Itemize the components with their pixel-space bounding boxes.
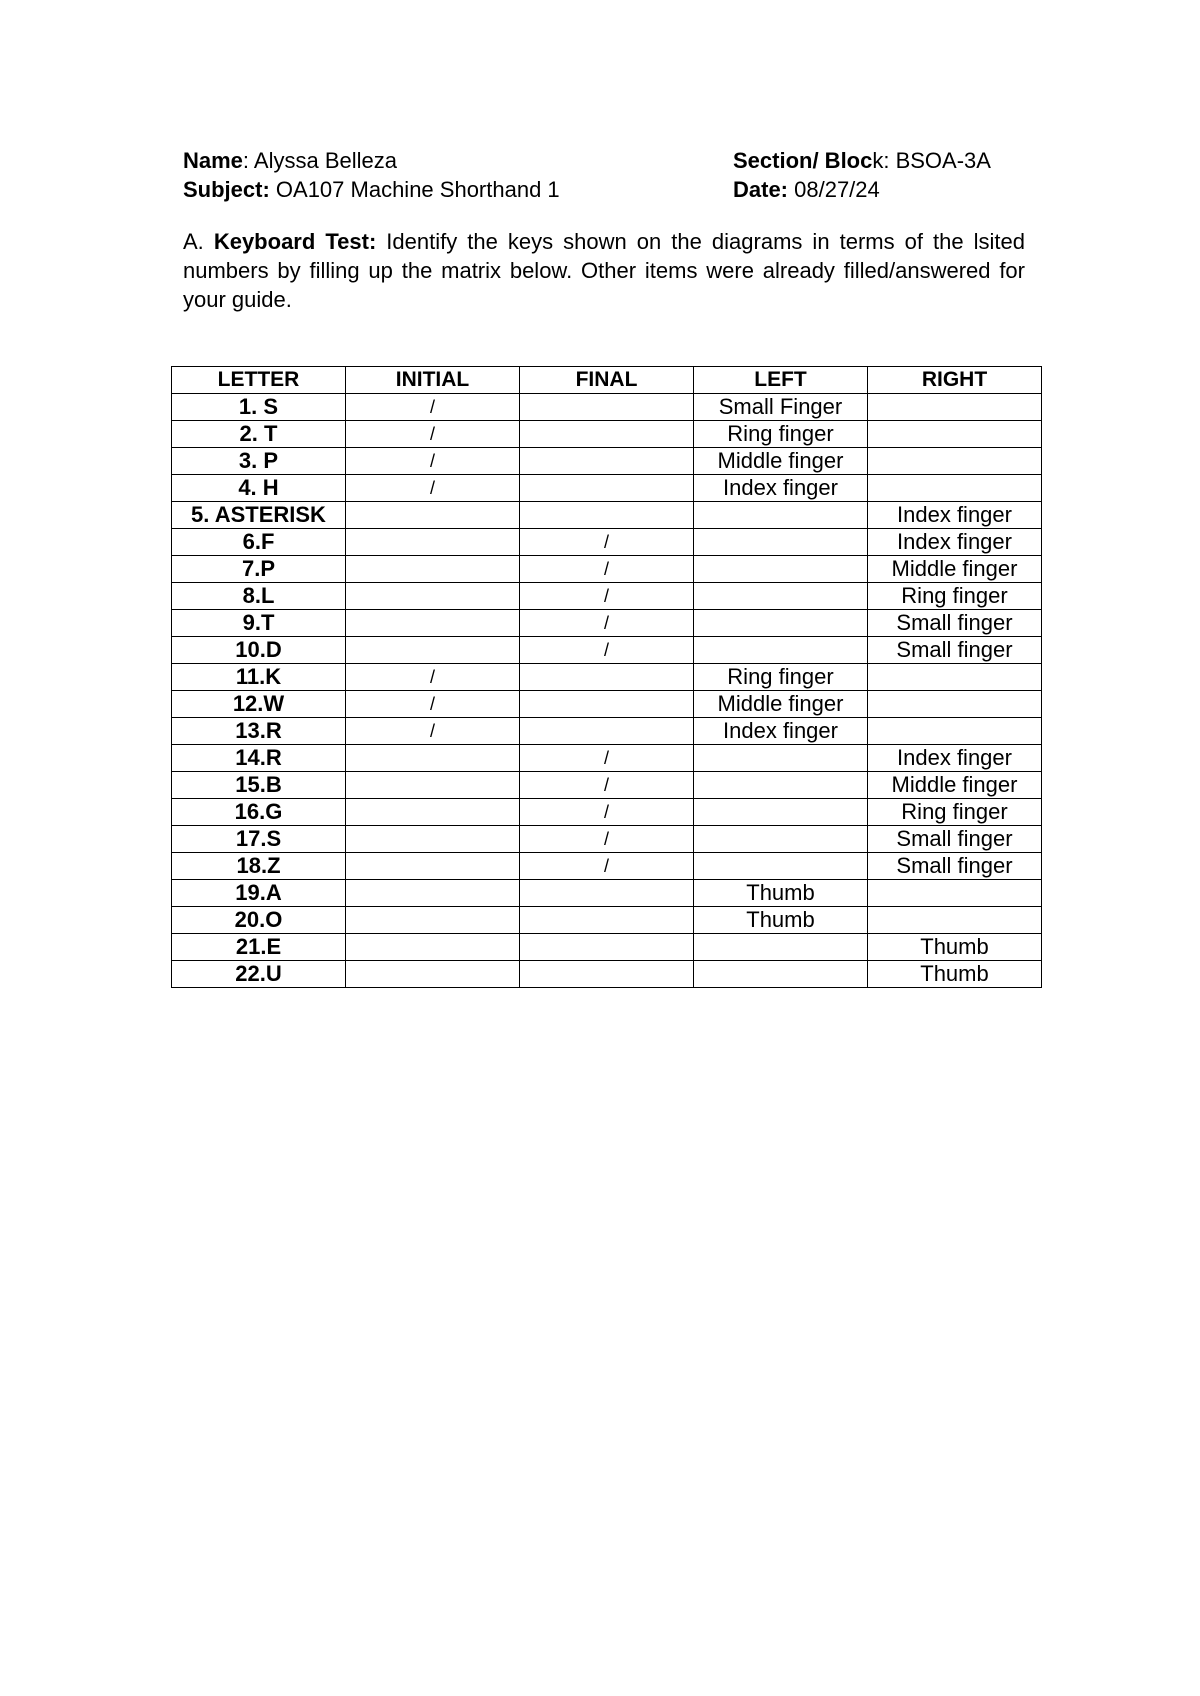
initial-cell [346,853,520,880]
table-row [172,394,1042,421]
right-cell: Index finger [868,745,1042,772]
left-cell: Ring finger [694,664,868,691]
initial-cell [346,556,520,583]
initial-cell [346,745,520,772]
initial-cell: / [346,421,520,448]
letter-cell: 7.P [172,556,346,583]
instructions-prefix: A. [183,229,214,254]
left-cell: Middle finger [694,448,868,475]
initial-cell [346,529,520,556]
left-cell [694,556,868,583]
table-row [172,772,1042,799]
left-cell [694,745,868,772]
initial-cell: / [346,475,520,502]
date-value: 08/27/24 [788,177,880,202]
initial-cell [346,637,520,664]
right-cell [868,475,1042,502]
initial-cell [346,934,520,961]
right-cell: Middle finger [868,772,1042,799]
right-cell: Small finger [868,826,1042,853]
left-cell [694,610,868,637]
column-header-initial: INITIAL [346,367,520,394]
right-cell: Thumb [868,934,1042,961]
section-value: k: BSOA-3A [872,148,991,173]
left-cell: Index finger [694,718,868,745]
initial-cell [346,907,520,934]
letter-cell: 22.U [172,961,346,988]
final-cell: / [520,799,694,826]
initial-cell: / [346,394,520,421]
initial-cell [346,583,520,610]
name-value: : Alyssa Belleza [242,148,397,173]
letter-cell: 9.T [172,610,346,637]
letter-cell: 18.Z [172,853,346,880]
initial-cell [346,502,520,529]
letter-cell: 8.L [172,583,346,610]
student-name [183,146,397,176]
initial-cell: / [346,691,520,718]
right-cell [868,880,1042,907]
table-row [172,745,1042,772]
column-header-right: RIGHT [868,367,1042,394]
right-cell [868,394,1042,421]
final-cell [520,448,694,475]
letter-cell: 5. ASTERISK [172,502,346,529]
final-cell [520,880,694,907]
letter-cell: 2. T [172,421,346,448]
final-cell: / [520,610,694,637]
left-cell [694,502,868,529]
left-cell [694,961,868,988]
left-cell [694,853,868,880]
right-cell [868,907,1042,934]
subject [183,175,560,205]
table-row [172,637,1042,664]
letter-cell: 21.E [172,934,346,961]
table-row [172,610,1042,637]
initial-cell: / [346,718,520,745]
initial-cell [346,880,520,907]
final-cell [520,934,694,961]
right-cell: Small finger [868,853,1042,880]
left-cell: Small Finger [694,394,868,421]
letter-cell: 19.A [172,880,346,907]
final-cell [520,961,694,988]
table-row [172,583,1042,610]
date-label: Date: [733,177,789,202]
table-row [172,934,1042,961]
final-cell [520,502,694,529]
right-cell [868,718,1042,745]
final-cell [520,664,694,691]
final-cell: / [520,826,694,853]
name-label: Name [183,148,243,173]
right-cell [868,664,1042,691]
column-header-final: FINAL [520,367,694,394]
table-row [172,826,1042,853]
final-cell: / [520,772,694,799]
final-cell [520,421,694,448]
letter-cell: 11.K [172,664,346,691]
table-header-row [172,367,1042,394]
left-cell [694,826,868,853]
table-body [172,394,1042,988]
date [733,175,880,205]
table-row [172,475,1042,502]
left-cell [694,529,868,556]
letter-cell: 1. S [172,394,346,421]
right-cell: Small finger [868,637,1042,664]
initial-cell [346,799,520,826]
right-cell [868,421,1042,448]
section-block [733,146,991,176]
table-row [172,961,1042,988]
letter-cell: 14.R [172,745,346,772]
letter-cell: 20.O [172,907,346,934]
instructions [183,227,1025,314]
initial-cell [346,961,520,988]
right-cell: Index finger [868,502,1042,529]
left-cell [694,934,868,961]
left-cell [694,772,868,799]
letter-cell: 13.R [172,718,346,745]
table-row [172,448,1042,475]
table-row [172,502,1042,529]
table-row [172,880,1042,907]
table-row [172,907,1042,934]
right-cell: Ring finger [868,583,1042,610]
initial-cell [346,826,520,853]
final-cell: / [520,583,694,610]
table-row [172,691,1042,718]
right-cell: Middle finger [868,556,1042,583]
initial-cell [346,772,520,799]
final-cell: / [520,556,694,583]
left-cell: Index finger [694,475,868,502]
final-cell: / [520,637,694,664]
letter-cell: 12.W [172,691,346,718]
initial-cell: / [346,664,520,691]
table-row [172,556,1042,583]
letter-cell: 17.S [172,826,346,853]
letter-cell: 3. P [172,448,346,475]
left-cell [694,799,868,826]
final-cell [520,691,694,718]
subject-value: OA107 Machine Shorthand 1 [269,177,560,202]
table-row [172,664,1042,691]
subject-label: Subject: [183,177,270,202]
right-cell: Small finger [868,610,1042,637]
final-cell: / [520,529,694,556]
final-cell: / [520,745,694,772]
left-cell: Ring finger [694,421,868,448]
left-cell [694,637,868,664]
column-header-left: LEFT [694,367,868,394]
initial-cell: / [346,448,520,475]
table-row [172,799,1042,826]
right-cell: Thumb [868,961,1042,988]
right-cell [868,691,1042,718]
left-cell [694,583,868,610]
section-label: Section/ Bloc [733,148,873,173]
letter-cell: 6.F [172,529,346,556]
right-cell: Ring finger [868,799,1042,826]
right-cell [868,448,1042,475]
instructions-body: Identify the keys shown on the diagrams in terms of the lsited numbers by filling up the matrix below. Other items were already filled/answered for your guide. [183,229,1025,312]
letter-cell: 10.D [172,637,346,664]
letter-cell: 15.B [172,772,346,799]
left-cell: Thumb [694,907,868,934]
letter-cell: 16.G [172,799,346,826]
final-cell: / [520,853,694,880]
table-row [172,529,1042,556]
table-row [172,421,1042,448]
left-cell: Middle finger [694,691,868,718]
letter-cell: 4. H [172,475,346,502]
table-row [172,853,1042,880]
column-header-letter: LETTER [172,367,346,394]
right-cell: Index finger [868,529,1042,556]
keyboard-matrix-table [171,366,1042,988]
left-cell: Thumb [694,880,868,907]
initial-cell [346,610,520,637]
instructions-title: Keyboard Test: [213,229,377,254]
final-cell [520,394,694,421]
final-cell [520,718,694,745]
final-cell [520,907,694,934]
final-cell [520,475,694,502]
table-row [172,718,1042,745]
